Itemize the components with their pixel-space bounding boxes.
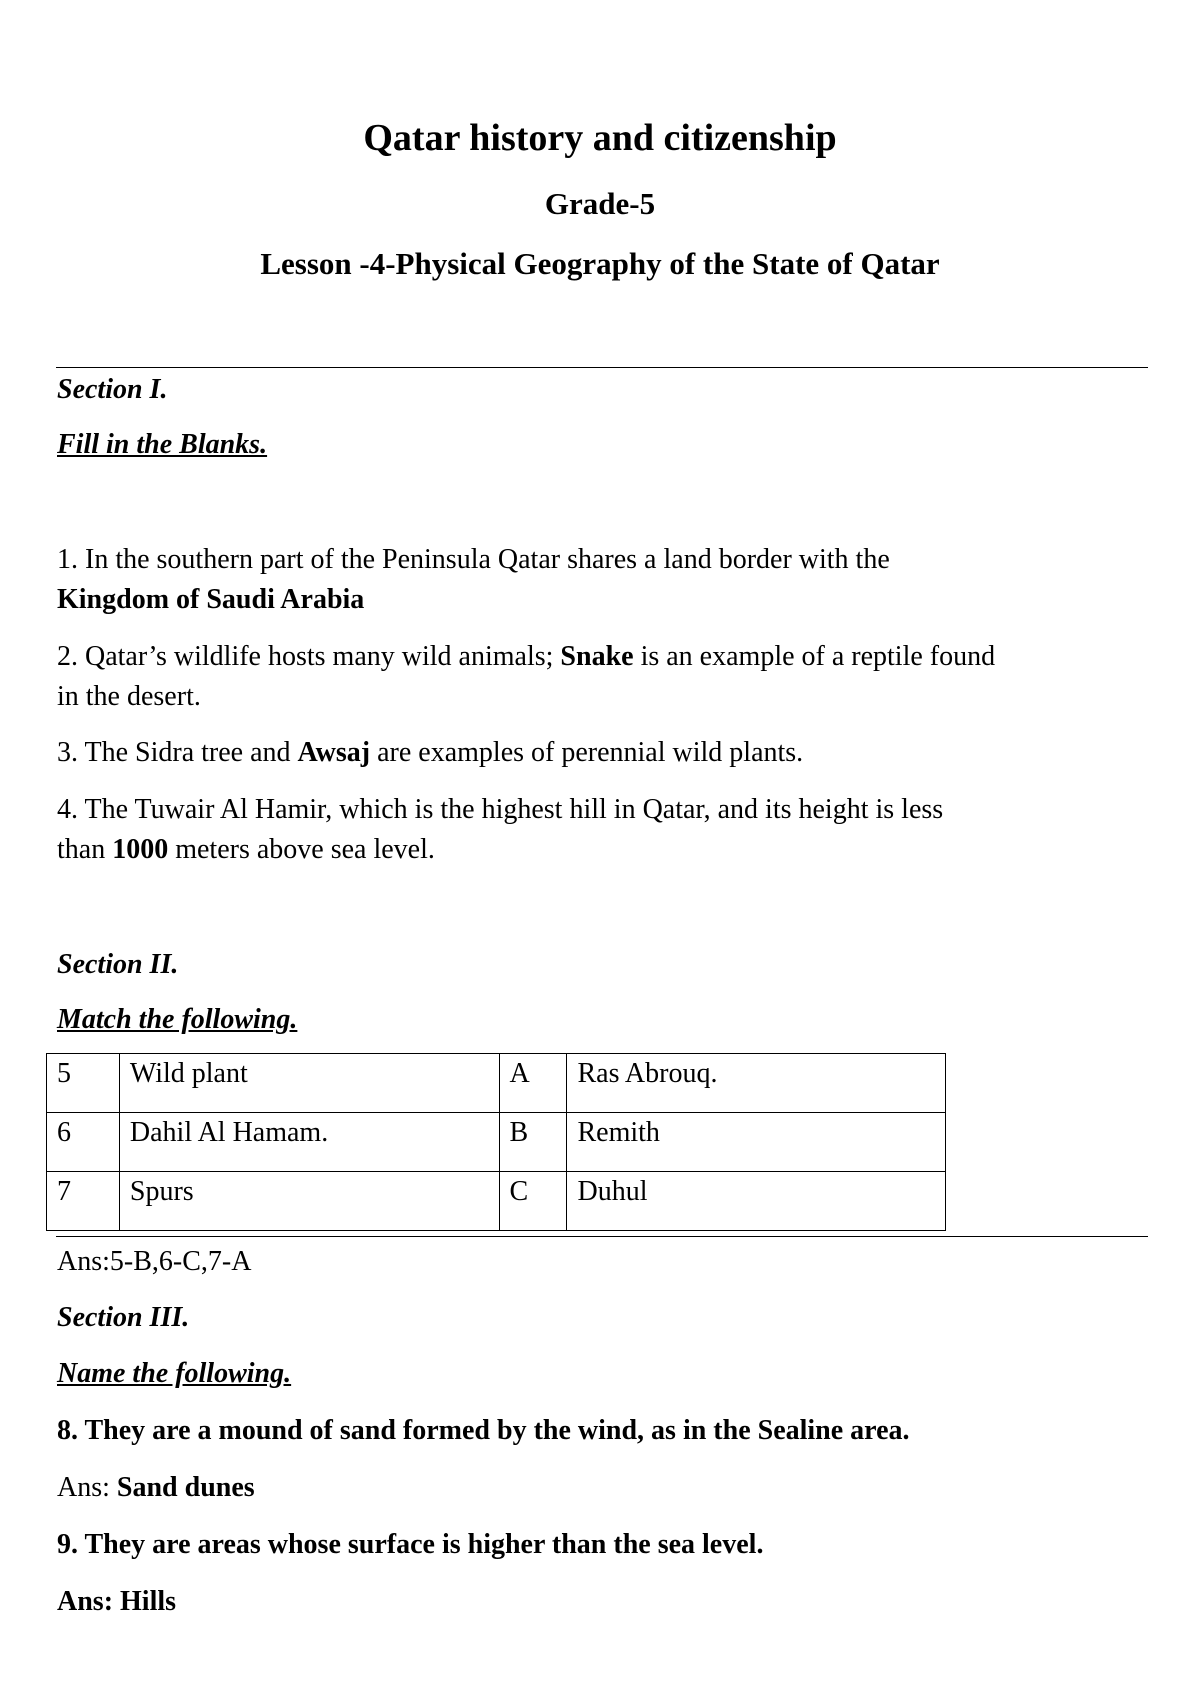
question-8-answer-line <box>57 1468 255 1508</box>
section-1-heading: Section I. <box>57 374 168 405</box>
question-3-before: 3. The Sidra tree and <box>57 737 298 768</box>
table-row <box>47 1113 946 1172</box>
section-2-divider <box>56 1236 1148 1237</box>
question-4-answer: 1000 <box>112 834 169 865</box>
row-item: Spurs <box>119 1172 499 1231</box>
section-3-heading: Section III. <box>57 1302 190 1333</box>
question-1-text: 1. In the southern part of the Peninsula Qatar shares a land border with the <box>57 544 890 575</box>
answer-label: Ans: <box>57 1586 121 1617</box>
question-2-text <box>57 637 995 677</box>
question-8-text <box>57 1411 910 1451</box>
question-9-answer-line <box>57 1582 176 1622</box>
row-match: Duhul <box>567 1172 946 1231</box>
row-number: 7 <box>47 1172 120 1231</box>
row-match: Ras Abrouq. <box>567 1054 946 1113</box>
question-9-prompt: 9. They are areas whose surface is higher than the sea level. <box>57 1529 764 1560</box>
question-2-after: is an example of a reptile found <box>633 641 996 672</box>
question-2-answer: Snake <box>560 641 634 672</box>
row-match: Remith <box>567 1113 946 1172</box>
row-letter: B <box>499 1113 567 1172</box>
question-4-after: meters above sea level. <box>168 834 435 865</box>
row-letter: C <box>499 1172 567 1231</box>
section-1-subheading: Fill in the Blanks. <box>57 429 268 460</box>
section-2-heading: Section II. <box>57 949 179 980</box>
row-number: 6 <box>47 1113 120 1172</box>
table-row <box>47 1172 946 1231</box>
table-row <box>47 1054 946 1113</box>
header-divider <box>56 367 1148 368</box>
question-4-line2 <box>57 830 435 870</box>
lesson-title: Lesson -4-Physical Geography of the State of Qatar <box>260 246 940 281</box>
question-2-line2: in the desert. <box>57 681 201 712</box>
row-item: Wild plant <box>119 1054 499 1113</box>
question-8-answer: Sand dunes <box>116 1472 255 1503</box>
section-3-subheading: Name the following. <box>57 1358 292 1389</box>
question-4-line1: 4. The Tuwair Al Hamir, which is the highest hill in Qatar, and its height is less <box>57 794 944 825</box>
question-2-before: 2. Qatar’s wildlife hosts many wild animals; <box>57 641 561 672</box>
row-item: Dahil Al Hamam. <box>119 1113 499 1172</box>
question-9-text <box>57 1525 763 1565</box>
question-9-answer: Hills <box>120 1586 177 1617</box>
question-1-answer <box>57 580 364 620</box>
question-3-answer: Awsaj <box>297 737 371 768</box>
document-title: Qatar history and citizenship <box>363 117 837 159</box>
question-3-text <box>57 733 803 773</box>
answer-text: Kingdom of Saudi Arabia <box>57 584 365 615</box>
section-2-subheading: Match the following. <box>57 1004 298 1035</box>
match-answer: Ans:5-B,6-C,7-A <box>57 1246 252 1277</box>
row-number: 5 <box>47 1054 120 1113</box>
grade-label: Grade-5 <box>544 186 656 221</box>
answer-label: Ans: <box>57 1472 117 1503</box>
question-4-before: than <box>57 834 113 865</box>
question-8-prompt: 8. They are a mound of sand formed by the wind, as in the Sealine area. <box>57 1415 910 1446</box>
row-letter: A <box>499 1054 567 1113</box>
match-table <box>46 1053 946 1231</box>
question-3-after: are examples of perennial wild plants. <box>370 737 804 768</box>
